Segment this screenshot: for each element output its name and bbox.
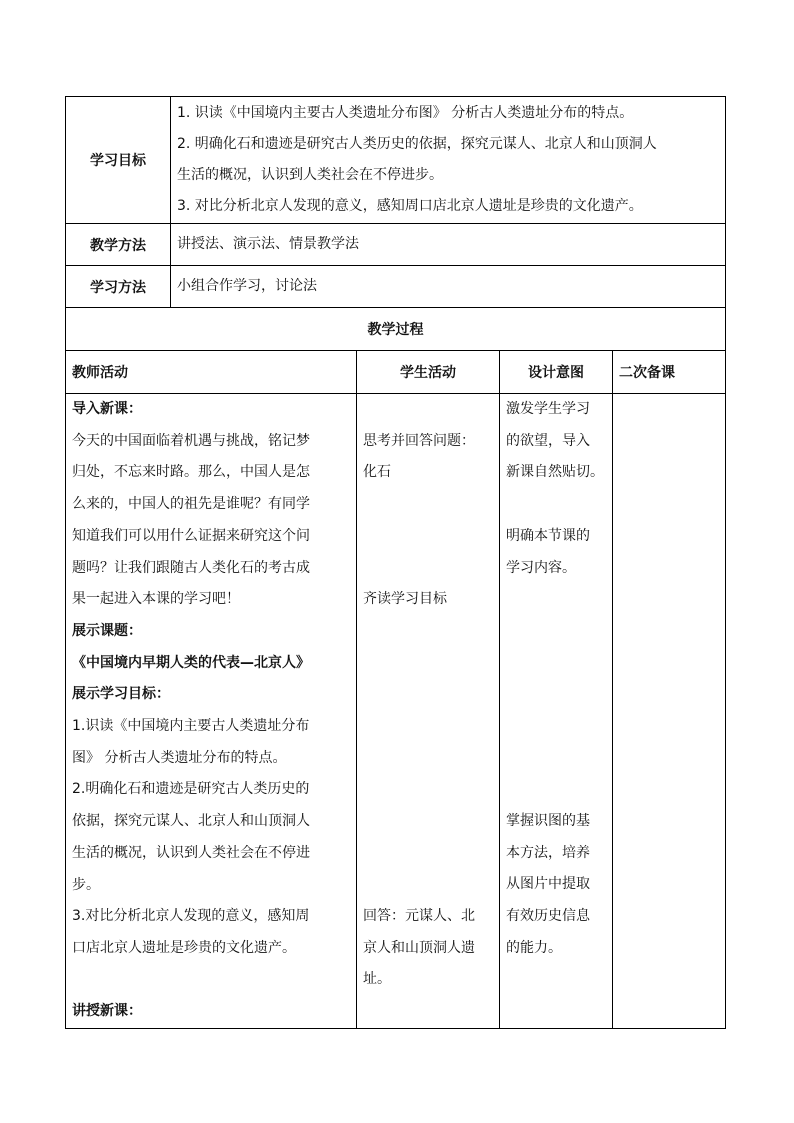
text-line: [363, 489, 493, 521]
text-line: 展示课题：: [72, 622, 142, 639]
text-line: [363, 774, 493, 806]
lesson-plan-table: [65, 96, 726, 1029]
text-line: [506, 711, 606, 743]
text-line: [363, 838, 493, 870]
col-teacher-header: 教师活动: [66, 351, 357, 394]
text-line: 1.识读《中国境内主要古人类遗址分布: [72, 718, 310, 735]
text-line: 生活的概况，认识到人类社会在不停进: [72, 844, 310, 861]
design-intent-cell: [500, 394, 613, 1029]
text-line: [363, 679, 493, 711]
col-second-header: 二次备课: [613, 351, 726, 394]
text-line: [363, 521, 493, 553]
text-line: 掌握识图的基: [506, 813, 590, 830]
text-line: [363, 394, 493, 426]
text-line: [72, 965, 350, 997]
text-line: 的能力。: [506, 939, 562, 956]
col-student-header: 学生活动: [357, 351, 500, 394]
text-line: 《中国境内早期人类的代表—北京人》: [72, 654, 310, 671]
text-line: 2.明确化石和遗迹是研究古人类历史的: [72, 781, 310, 798]
text-line: [506, 584, 606, 616]
text-line: 的欲望，导入: [506, 432, 590, 449]
text-line: 激发学生学习: [506, 401, 590, 417]
goal-line: 生活的概况，认识到人类社会在不停进步。: [177, 167, 443, 183]
col-intent-header: 设计意图: [500, 351, 613, 394]
text-line: 3.对比分析北京人发现的意义，感知周: [72, 908, 310, 925]
text-line: 图》 分析古人类遗址分布的特点。: [72, 749, 287, 766]
text-line: 归处，不忘来时路。那么，中国人是怎: [72, 464, 310, 481]
text-line: 本方法，培养: [506, 844, 590, 861]
teacher-activity-cell: [66, 394, 357, 1029]
goals-label: 学习目标: [66, 97, 171, 224]
text-line: 齐读学习目标: [363, 591, 447, 608]
text-line: 今天的中国面临着机遇与挑战，铭记梦: [72, 432, 310, 449]
text-line: [506, 489, 606, 521]
text-line: [506, 743, 606, 775]
text-line: 有效历史信息: [506, 908, 590, 925]
text-line: 回答：元谋人、北: [363, 908, 475, 925]
text-line: [363, 806, 493, 838]
second-prep-cell: [613, 394, 726, 1029]
text-line: 展示学习目标：: [72, 686, 170, 703]
goal-line: 1. 识读《中国境内主要古人类遗址分布图》 分析古人类遗址分布的特点。: [177, 105, 634, 121]
text-line: 讲授新课：: [72, 1003, 142, 1020]
student-activity-cell: [357, 394, 500, 1029]
text-line: [506, 679, 606, 711]
text-line: [363, 552, 493, 584]
text-line: 化石: [363, 464, 391, 481]
text-line: 依据，探究元谋人、北京人和山顶洞人: [72, 813, 310, 830]
teaching-method-value: 讲授法、演示法、情景教学法: [171, 224, 726, 266]
text-line: [363, 869, 493, 901]
text-line: 学习内容。: [506, 559, 576, 576]
text-line: 步。: [72, 876, 100, 893]
text-line: [363, 743, 493, 775]
text-line: 口店北京人遗址是珍贵的文化遗产。: [72, 939, 296, 956]
text-line: 址。: [363, 971, 391, 988]
goal-line: 2. 明确化石和遗迹是研究古人类历史的依据，探究元谋人、北京人和山顶洞人: [177, 136, 657, 152]
learning-method-label: 学习方法: [66, 266, 171, 308]
goals-content: [171, 97, 726, 224]
text-line: 思考并回答问题：: [363, 432, 475, 449]
text-line: [363, 616, 493, 648]
text-line: 明确本节课的: [506, 527, 590, 544]
text-line: [363, 648, 493, 680]
process-title: 教学过程: [66, 308, 726, 351]
text-line: 题吗？让我们跟随古人类化石的考古成: [72, 559, 310, 576]
text-line: 知道我们可以用什么证据来研究这个问: [72, 527, 310, 544]
goal-line: 3. 对比分析北京人发现的意义，感知周口店北京人遗址是珍贵的文化遗产。: [177, 198, 643, 214]
text-line: 导入新课：: [72, 401, 142, 417]
text-line: [506, 648, 606, 680]
text-line: [363, 711, 493, 743]
text-line: 京人和山顶洞人遗: [363, 939, 475, 956]
text-line: 从图片中提取: [506, 876, 590, 893]
teaching-method-label: 教学方法: [66, 224, 171, 266]
text-line: [506, 616, 606, 648]
text-line: [506, 774, 606, 806]
text-line: 果一起进入本课的学习吧！: [72, 591, 240, 608]
text-line: 新课自然贴切。: [506, 464, 604, 481]
learning-method-value: 小组合作学习，讨论法: [171, 266, 726, 308]
text-line: 么来的，中国人的祖先是谁呢？有同学: [72, 496, 310, 513]
